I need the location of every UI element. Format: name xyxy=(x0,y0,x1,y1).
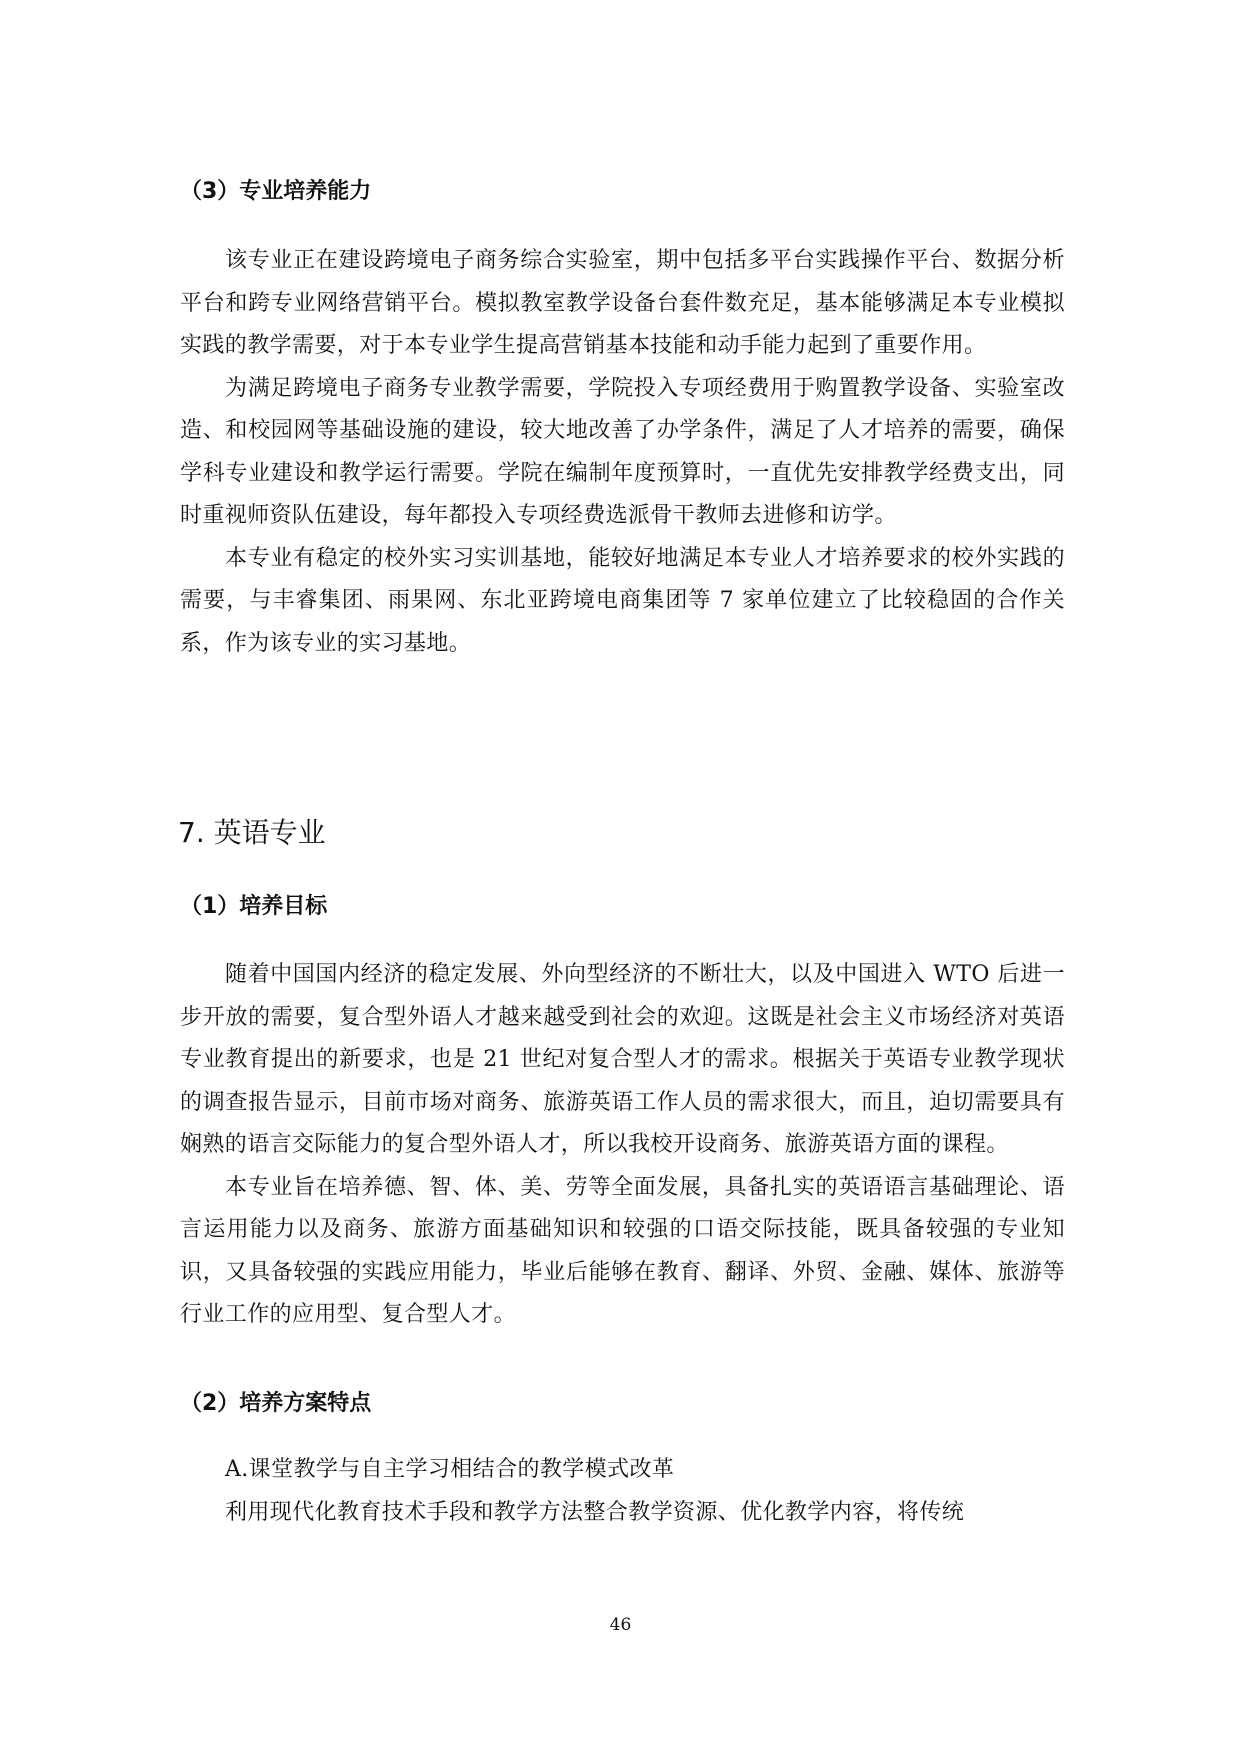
paragraph-objective: 本专业旨在培养德、智、体、美、劳等全面发展，具备扎实的英语语言基础理论、语言运用能力以及商务、旅游方面基础知识和较强的口语交际技能，既具备较强的专业知识，又具备较强的实践应用能力，毕业后能够在教育、翻译、外贸、金融、媒体、旅游等行业工作的应用型、复合型人才。 xyxy=(180,1174,1065,1327)
section-heading-program-features: （2）培养方案特点 xyxy=(180,1391,372,1416)
section-body-professional-ability xyxy=(180,240,1065,665)
page-number: 46 xyxy=(609,1615,632,1635)
paragraph-internship-base: 本专业有稳定的校外实习实训基地，能较好地满足本专业人才培养要求的校外实践的需要，与丰睿集团、雨果网、东北亚跨境电商集团等 7 家单位建立了比较稳固的合作关系，作为该专业的实习基地。 xyxy=(180,545,1065,656)
paragraph-laboratory: 该专业正在建设跨境电子商务综合实验室，期中包括多平台实践操作平台、数据分析平台和跨专业网络营销平台。模拟教室教学设备台套件数充足，基本能够满足本专业模拟实践的教学需要，对于本专业学生提高营销基本技能和动手能力起到了重要作用。 xyxy=(180,248,1065,358)
section-body-training-objective xyxy=(180,954,1065,1337)
list-item-a: A.课堂教学与自主学习相结合的教学模式改革 xyxy=(225,1457,675,1482)
chapter-heading-english-major: 7. 英语专业 xyxy=(178,816,326,849)
section-heading-training-objective: （1）培养目标 xyxy=(180,894,328,919)
paragraph-funding: 为满足跨境电子商务专业教学需要，学院投入专项经费用于购置教学设备、实验室改造、和校园网等基础设施的建设，较大地改善了办学条件，满足了人才培养的需要，确保学科专业建设和教学运行需要。学院在编制年度预算时，一直优先安排教学经费支出，同时重视师资队伍建设，每年都投入专项经费选派骨干教师去进修和访学。 xyxy=(180,375,1065,528)
paragraph-teaching-reform: 利用现代化教育技术手段和教学方法整合教学资源、优化教学内容，将传统 xyxy=(225,1499,965,1525)
paragraph-background: 随着中国国内经济的稳定发展、外向型经济的不断壮大，以及中国进入 WTO 后进一步开放的需要，复合型外语人才越来越受到社会的欢迎。这既是社会主义市场经济对英语专业教育提出的新要求，也是 21 世纪对复合型人才的需求。根据关于英语专业教学现状的调查报告显示，目前市场对商务、旅游英语工作人员的需求很大，而且，迫切需要具有娴熟的语言交际能力的复合型外语人才，所以我校开设商务、旅游英语方面的课程。 xyxy=(180,962,1065,1157)
section-body-program-features xyxy=(180,1449,1065,1534)
section-heading-professional-ability: （3）专业培养能力 xyxy=(180,179,372,204)
